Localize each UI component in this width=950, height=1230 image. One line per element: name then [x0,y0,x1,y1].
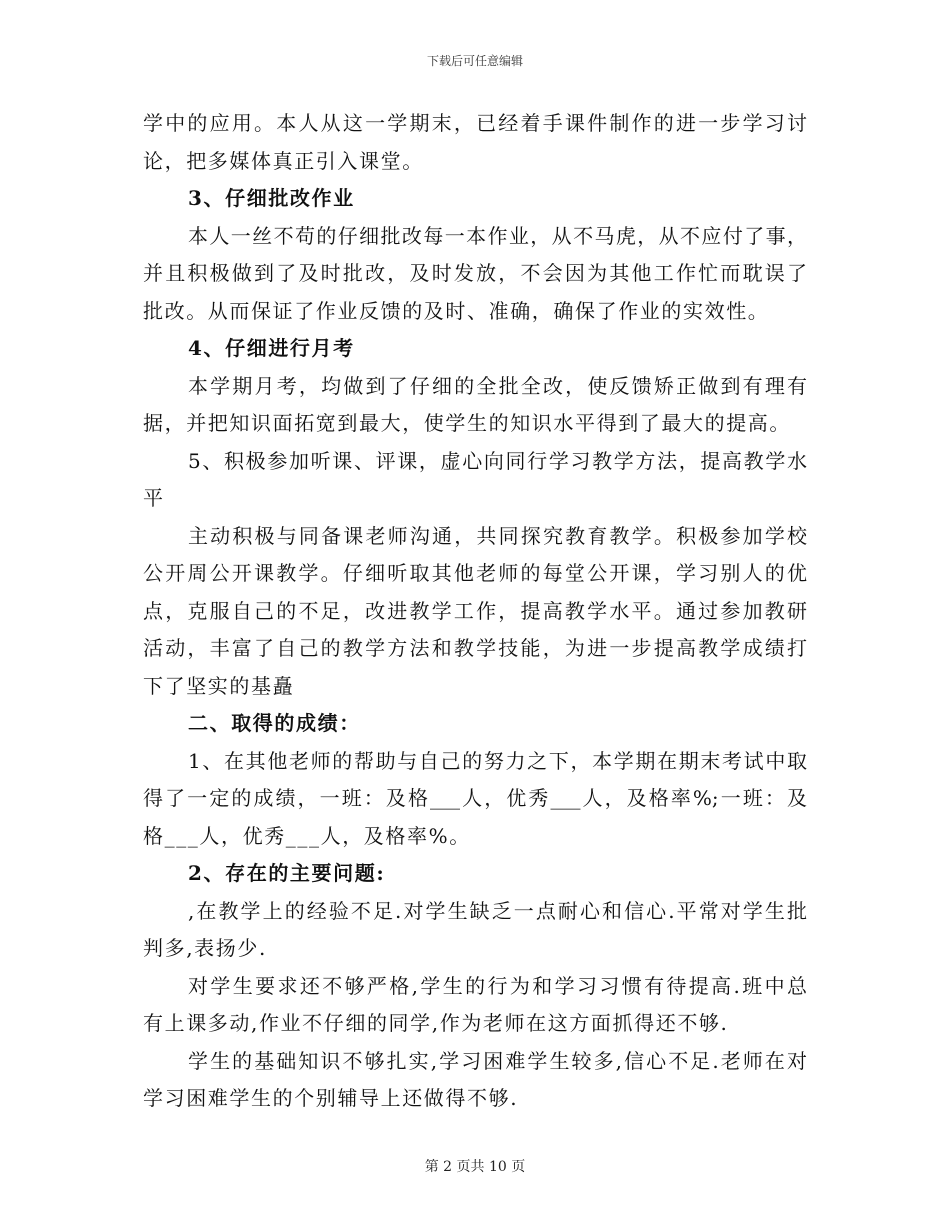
paragraph-line: 学习困难学生的个别辅导上还做得不够. [143,1086,519,1110]
paragraph-line: 有上课多动,作业不仔细的同学,作为老师在这方面抓得还不够. [143,1011,729,1035]
paragraph-line: 活动，丰富了自己的教学方法和教学技能，为进一步提高教学成绩打 [143,636,807,660]
paragraph-line: 并且积极做到了及时批改，及时发放，不会因为其他工作忙而耽误了 [143,261,807,285]
paragraph-line: 论，把多媒体真正引入课堂。 [143,148,424,173]
paragraph-line: 公开周公开课教学。仔细听取其他老师的每堂公开课，学习别人的优 [143,561,807,585]
paragraph-line: 平 [143,486,165,510]
paragraph-line: 判多,表扬少. [143,936,267,960]
section-heading: 2、存在的主要问题: [188,861,386,885]
section-heading: 4、仔细进行月考 [188,336,355,360]
paragraph-line: 点，克服自己的不足，改进教学工作，提高教学水平。通过参加教研 [143,598,807,623]
paragraph-line: 1、在其他老师的帮助与自己的努力之下，本学期在期末考试中取 [188,748,807,773]
paragraph-line: 本人一丝不苟的仔细批改每一本作业，从不马虎，从不应付了事， [188,223,807,248]
paragraph-line: 学中的应用。本人从这一学期末，已经着手课件制作的进一步学习讨 [143,111,807,135]
paragraph-line: 得了一定的成绩，一班：及格___人，优秀___人，及格率%;一班：及 [143,786,807,810]
paragraph-line: 下了坚实的基矗 [143,673,295,698]
section-heading: 二、取得的成绩： [188,711,361,735]
paragraph-line: 批改。从而保证了作业反馈的及时、准确，确保了作业的实效性。 [143,298,770,323]
paragraph-line: 5、积极参加听课、评课，虚心向同行学习教学方法，提高教学水 [188,448,807,473]
paragraph-line: 据，并把知识面拓宽到最大，使学生的知识水平得到了最大的提高。 [143,411,791,435]
page-header: 下载后可任意编辑 [426,54,523,68]
paragraph-line: 本学期月考，均做到了仔细的全批全改，使反馈矫正做到有理有 [188,373,807,398]
section-heading: 3、仔细批改作业 [188,186,355,210]
paragraph-line: 格___人，优秀___人，及格率%。 [143,823,471,848]
paragraph-line: 对学生要求还不够严格,学生的行为和学习习惯有待提高.班中总 [188,973,807,998]
paragraph-line: 学生的基础知识不够扎实,学习困难学生较多,信心不足.老师在对 [188,1048,807,1073]
paragraph-line: 主动积极与同备课老师沟通，共同探究教育教学。积极参加学校 [188,523,807,548]
page-footer: 第 2 页共 10 页 [424,1159,526,1175]
document-body [143,105,807,1118]
paragraph-line: ,在教学上的经验不足.对学生缺乏一点耐心和信心.平常对学生批 [188,898,807,923]
